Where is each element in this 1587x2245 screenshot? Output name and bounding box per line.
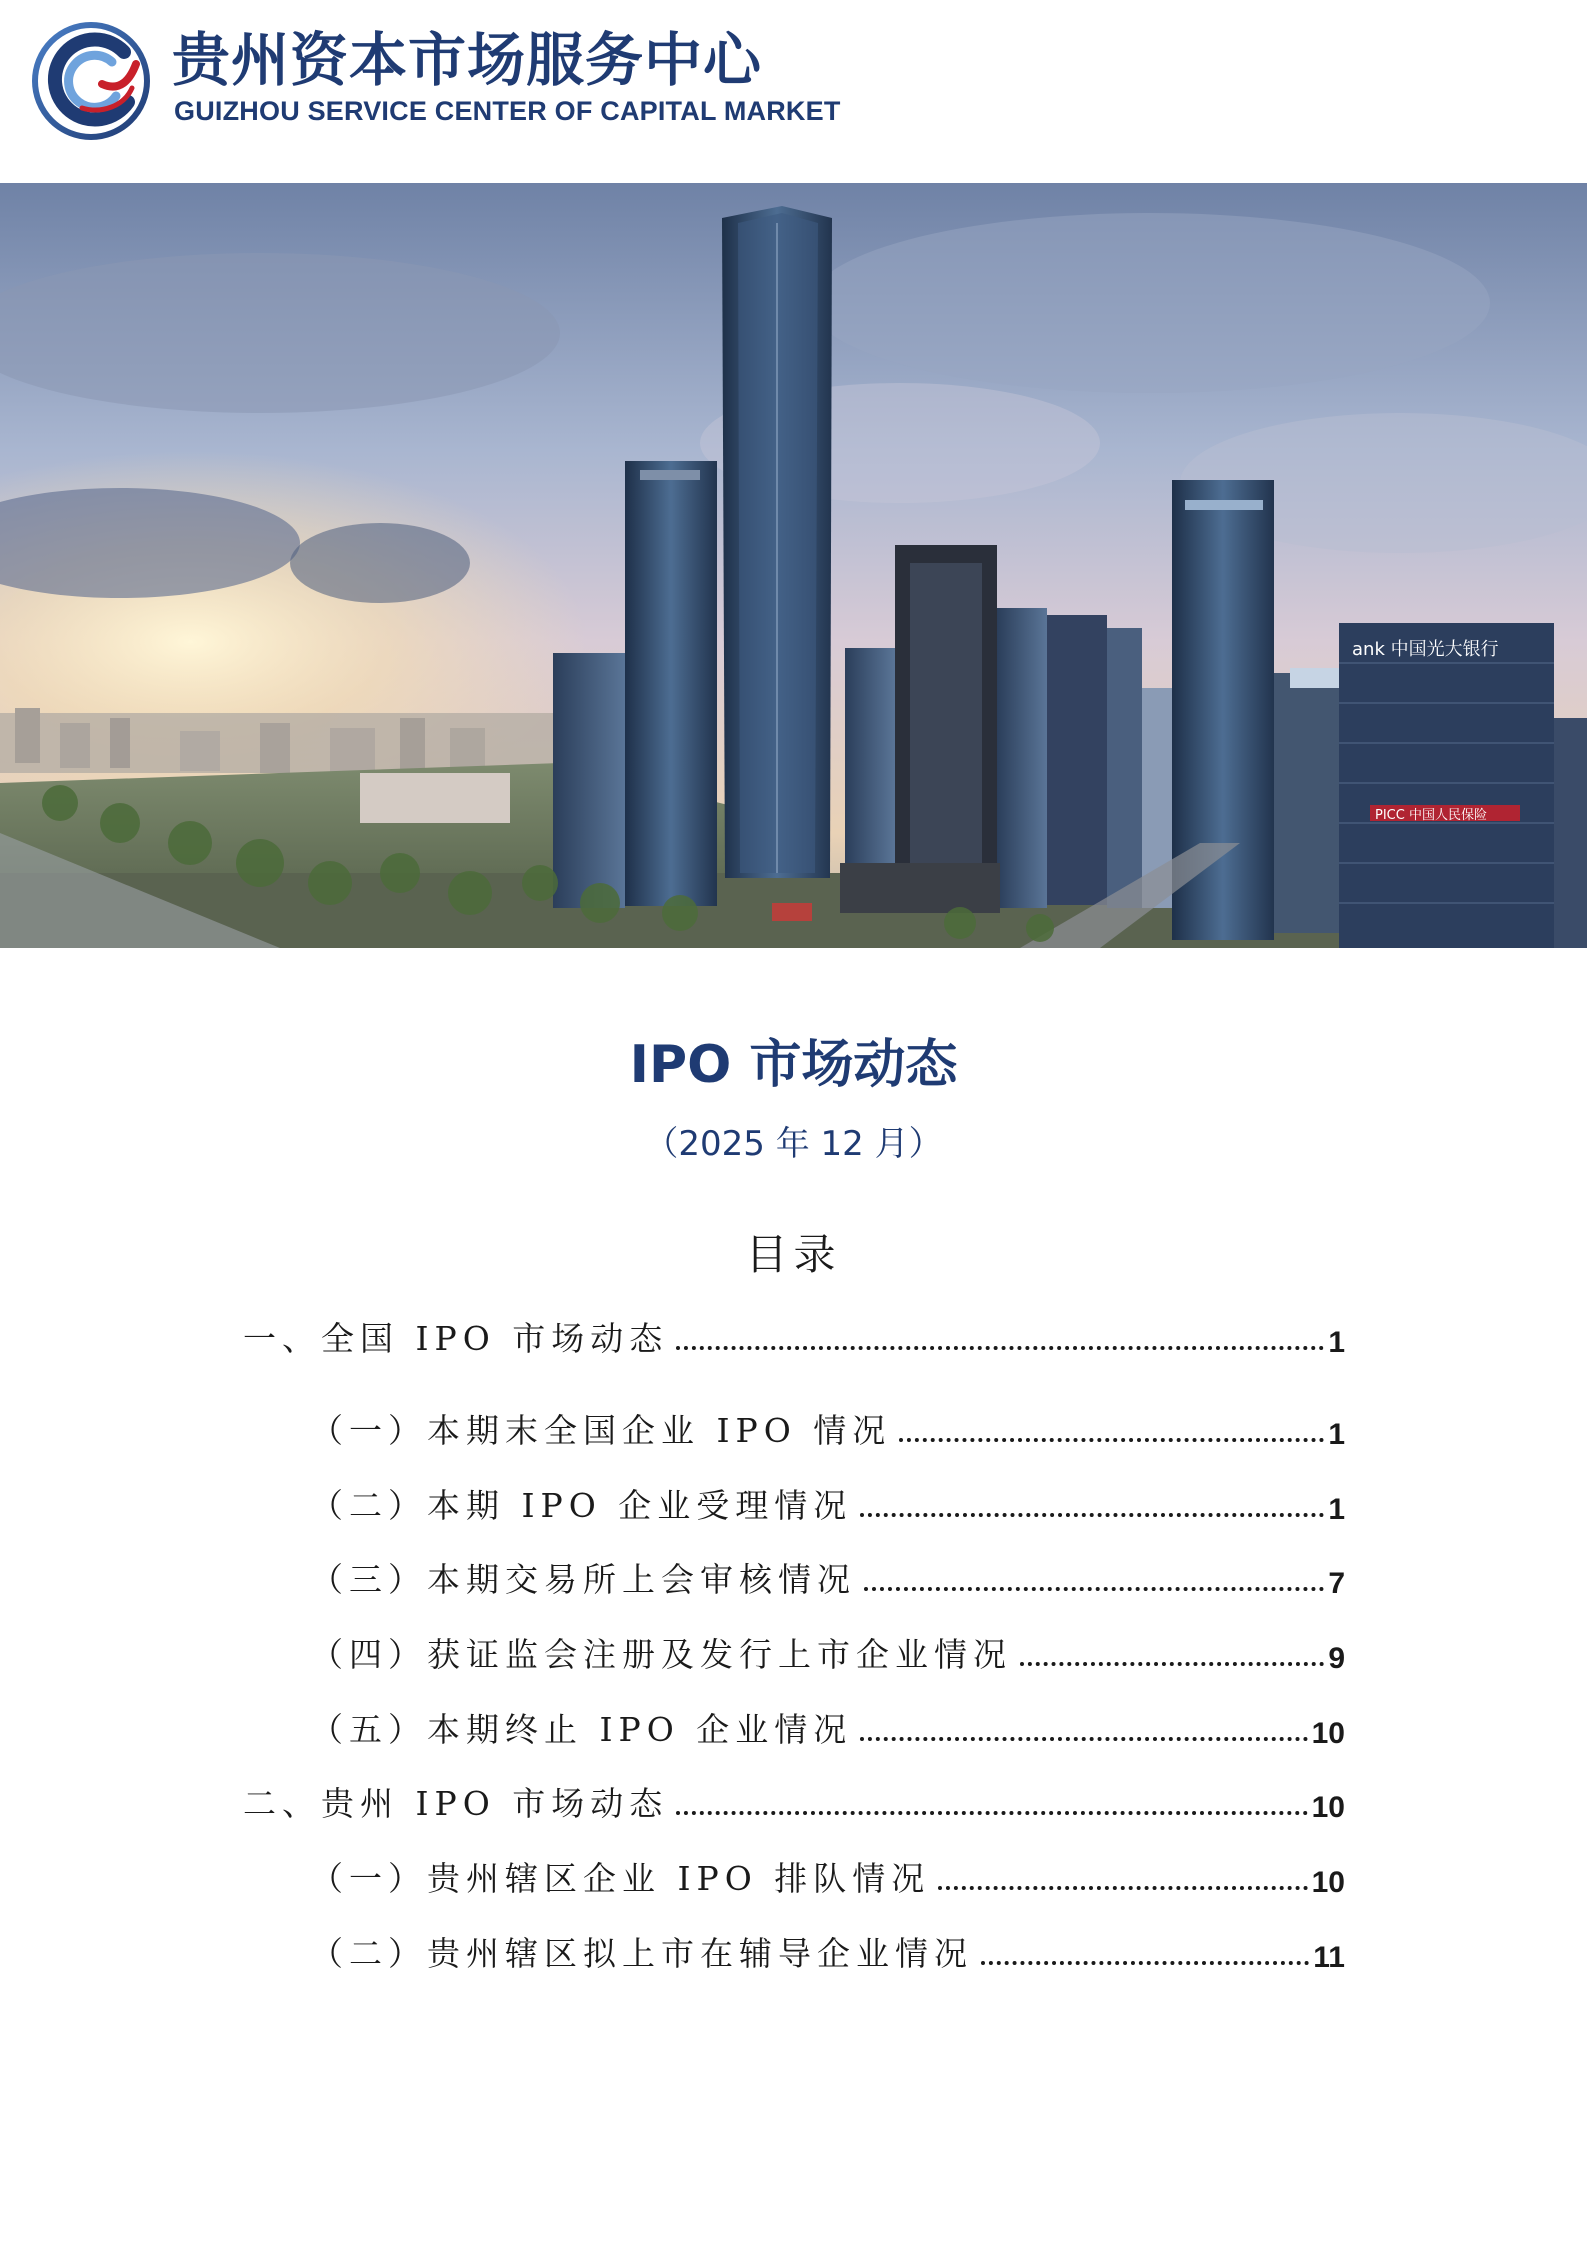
toc-item-label: 二、贵州 IPO 市场动态 bbox=[243, 1784, 669, 1823]
document-date: （2025 年 12 月） bbox=[644, 1124, 943, 1164]
city-skyline-photo bbox=[0, 183, 1587, 948]
toc-item-label: （二）本期 IPO 企业受理情况 bbox=[310, 1486, 853, 1525]
org-name-en: GUIZHOU SERVICE CENTER OF CAPITAL MARKET bbox=[174, 96, 841, 126]
toc-leader-dots bbox=[981, 1961, 1309, 1965]
toc-item-page: 7 bbox=[1328, 1567, 1345, 1600]
toc-item-label: （三）本期交易所上会审核情况 bbox=[310, 1560, 856, 1599]
toc-item-page: 10 bbox=[1311, 1717, 1345, 1750]
toc-leader-dots bbox=[938, 1886, 1307, 1890]
toc-item[interactable] bbox=[243, 1312, 1345, 1360]
toc-item-label: （二）贵州辖区拟上市在辅导企业情况 bbox=[310, 1934, 973, 1973]
toc-item[interactable] bbox=[310, 1404, 1345, 1452]
toc-leader-dots bbox=[676, 1811, 1307, 1815]
insurance-sign: PICC 中国人民保险 bbox=[1375, 808, 1487, 823]
toc-item-page: 9 bbox=[1328, 1642, 1345, 1675]
toc-item[interactable] bbox=[310, 1703, 1345, 1751]
toc-item-page: 1 bbox=[1328, 1493, 1345, 1526]
toc-leader-dots bbox=[860, 1513, 1324, 1517]
toc-item[interactable] bbox=[310, 1927, 1345, 1975]
bank-sign: ank 中国光大银行 bbox=[1352, 639, 1499, 660]
toc-leader-dots bbox=[1020, 1662, 1324, 1666]
toc-item-label: （四）获证监会注册及发行上市企业情况 bbox=[310, 1635, 1012, 1674]
toc-item-label: （一）贵州辖区企业 IPO 排队情况 bbox=[310, 1859, 931, 1898]
toc-item-label: 一、全国 IPO 市场动态 bbox=[243, 1319, 669, 1358]
toc-item-page: 1 bbox=[1328, 1418, 1345, 1451]
toc-leader-dots bbox=[860, 1737, 1307, 1741]
toc-heading: 目录 bbox=[745, 1230, 842, 1279]
toc-item[interactable] bbox=[243, 1777, 1345, 1825]
toc-item-label: （五）本期终止 IPO 企业情况 bbox=[310, 1710, 853, 1749]
toc-item[interactable] bbox=[310, 1628, 1345, 1676]
toc-item[interactable] bbox=[310, 1852, 1345, 1900]
toc-item[interactable] bbox=[310, 1479, 1345, 1527]
toc-item-page: 11 bbox=[1313, 1941, 1345, 1974]
toc-leader-dots bbox=[676, 1346, 1324, 1350]
document-title: IPO 市场动态 bbox=[629, 1035, 958, 1095]
toc-item-page: 10 bbox=[1311, 1866, 1345, 1899]
toc-leader-dots bbox=[864, 1587, 1324, 1591]
org-name-cn: 贵州资本市场服务中心 bbox=[172, 26, 763, 94]
toc-item-page: 10 bbox=[1311, 1791, 1345, 1824]
page-header bbox=[0, 0, 1587, 183]
toc-leader-dots bbox=[899, 1438, 1324, 1442]
toc-item-label: （一）本期末全国企业 IPO 情况 bbox=[310, 1411, 892, 1450]
swirl-logo-icon bbox=[32, 22, 150, 140]
toc-item[interactable] bbox=[310, 1553, 1345, 1601]
toc-item-page: 1 bbox=[1328, 1326, 1345, 1359]
